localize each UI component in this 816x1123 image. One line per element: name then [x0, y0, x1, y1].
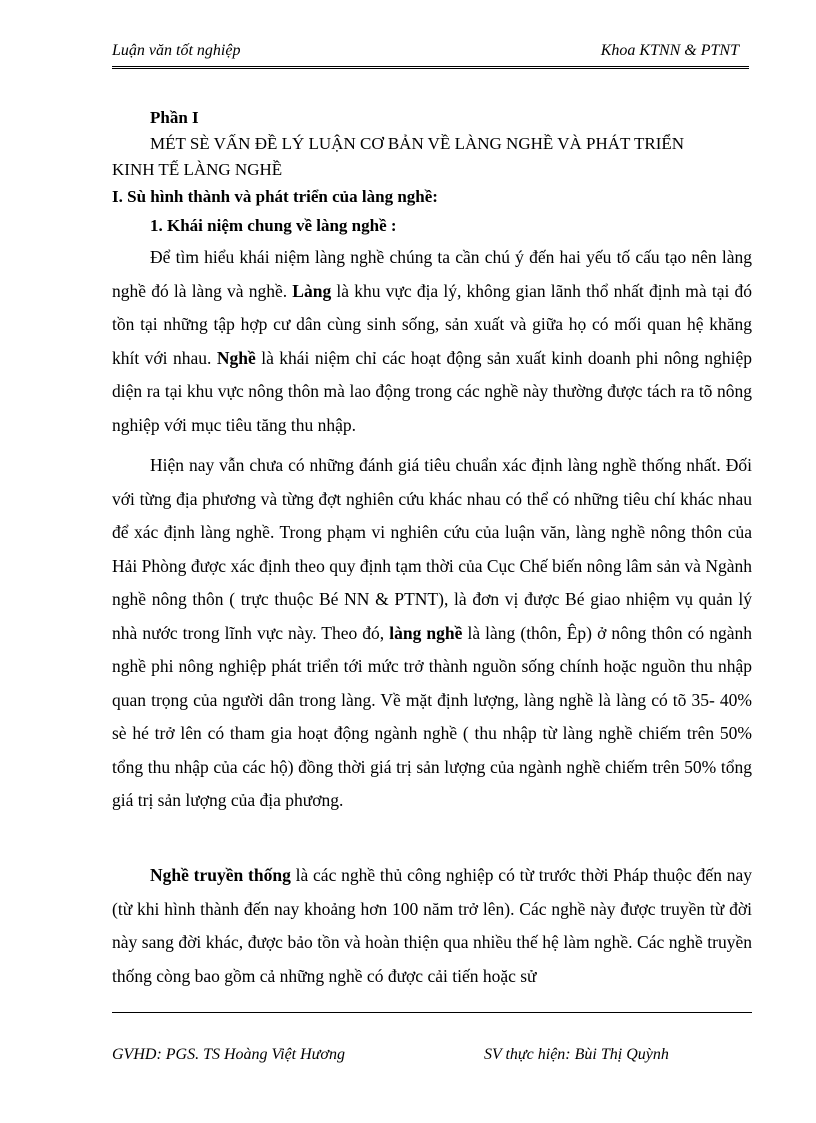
paragraph-traditional: [112, 859, 752, 993]
header-faculty-label: Khoa KTNN & PTNT: [600, 42, 739, 59]
footer-advisor: GVHD: PGS. TS Hoàng Việt Hương: [112, 1046, 345, 1063]
footer-student: SV thực hiện: Bùi Thị Quỳnh: [484, 1046, 669, 1063]
page-header: [112, 40, 749, 69]
part-title: Phần I: [150, 108, 199, 127]
text-run: là khu vực địa lý, không gian lãnh thổ nhất định mà tại đó tồn tại những tập hợp cư dân cùng sinh sống, sản xuất và giữa họ có mối quan hệ khăng khít với nhau.: [112, 280, 753, 368]
text-run: là khái niệm chỉ các hoạt động sản xuất kinh doanh phi nông nghiệp diện ra tại khu vực nông thôn mà lao động trong các nghề này thường được tách ra tõ nông nghiệp với mục tiêu tăng thu nhập.: [112, 347, 753, 435]
subsection-heading: 1. Khái niệm chung về làng nghề :: [150, 216, 397, 235]
text-run: Hiện nay vẫn chưa có những đánh giá tiêu chuẩn xác định làng nghề thống nhất. Đối với từng địa phương và từng đợt nghiên cứu khác nhau có thể có những tiêu chí khác nhau để xác định làng nghề. Trong phạm vi nghiên cứu của luận văn, làng nghề nông thôn của Hải Phòng được xác định theo quy định tạm thời của Cục Chế biến nông lâm sản và Ngành nghề nông thôn ( trực thuộc Bé NN & PTNT), là đơn vị được Bé giao nhiệm vụ quản lý nhà nước trong lĩnh vực này. Theo đó,: [112, 455, 752, 643]
section-heading: I. Sù hình thành và phát triển của làng nghề:: [112, 187, 438, 206]
term-lang: Làng: [292, 280, 332, 301]
text-run: là các nghề thủ công nghiệp có từ trước thời Pháp thuộc đến nay (từ khi hình thành đến nay khoảng hơn 100 năm trở lên). Các nghề này được truyền từ đời này sang đời khác, được bảo tồn và hoàn thiện qua nhiều thế hệ làm nghề. Các nghề truyền thống còng bao gồm cả những nghề có được cải tiến hoặc sử: [112, 865, 752, 986]
term-lang-nghe: làng nghề: [389, 622, 463, 643]
term-nghe: Nghề: [216, 347, 256, 368]
header-thesis-label: Luận văn tốt nghiệp: [112, 42, 241, 59]
page-footer: [112, 1012, 752, 1063]
paragraph-concept: [112, 241, 752, 442]
chapter-title-line1: MÉT SÈ VẤN ĐỀ LÝ LUẬN CƠ BẢN VỀ LÀNG NGHỀ VÀ PHÁT TRIỂN: [150, 134, 685, 153]
chapter-title-line2: KINH TẾ LÀNG NGHỀ: [112, 160, 283, 179]
paragraph-criteria: [112, 449, 752, 818]
term-nghe-truyen-thong: Nghề truyền thống: [150, 865, 291, 885]
text-run: là làng (thôn, Êp) ở nông thôn có ngành nghề phi nông nghiệp phát triển tới mức trở thành nguồn sống chính hoặc nguồn thu nhập quan trọng của người dân trong làng. Về mặt định lượng, làng nghề là làng có tõ 35- 40% sè hé trở lên có tham gia hoạt động ngành nghề ( thu nhập từ làng nghề chiếm trên 50% tổng thu nhập của các hộ) đồng thời giá trị sản lượng của ngành nghề chiếm trên 50% tổng giá trị sản lượng của địa phương.: [112, 622, 752, 810]
text-run: Để tìm hiểu khái niệm làng nghề chúng ta cần chú ý đến hai yếu tố cấu tạo nên làng nghề đó là làng và nghề.: [112, 247, 752, 301]
